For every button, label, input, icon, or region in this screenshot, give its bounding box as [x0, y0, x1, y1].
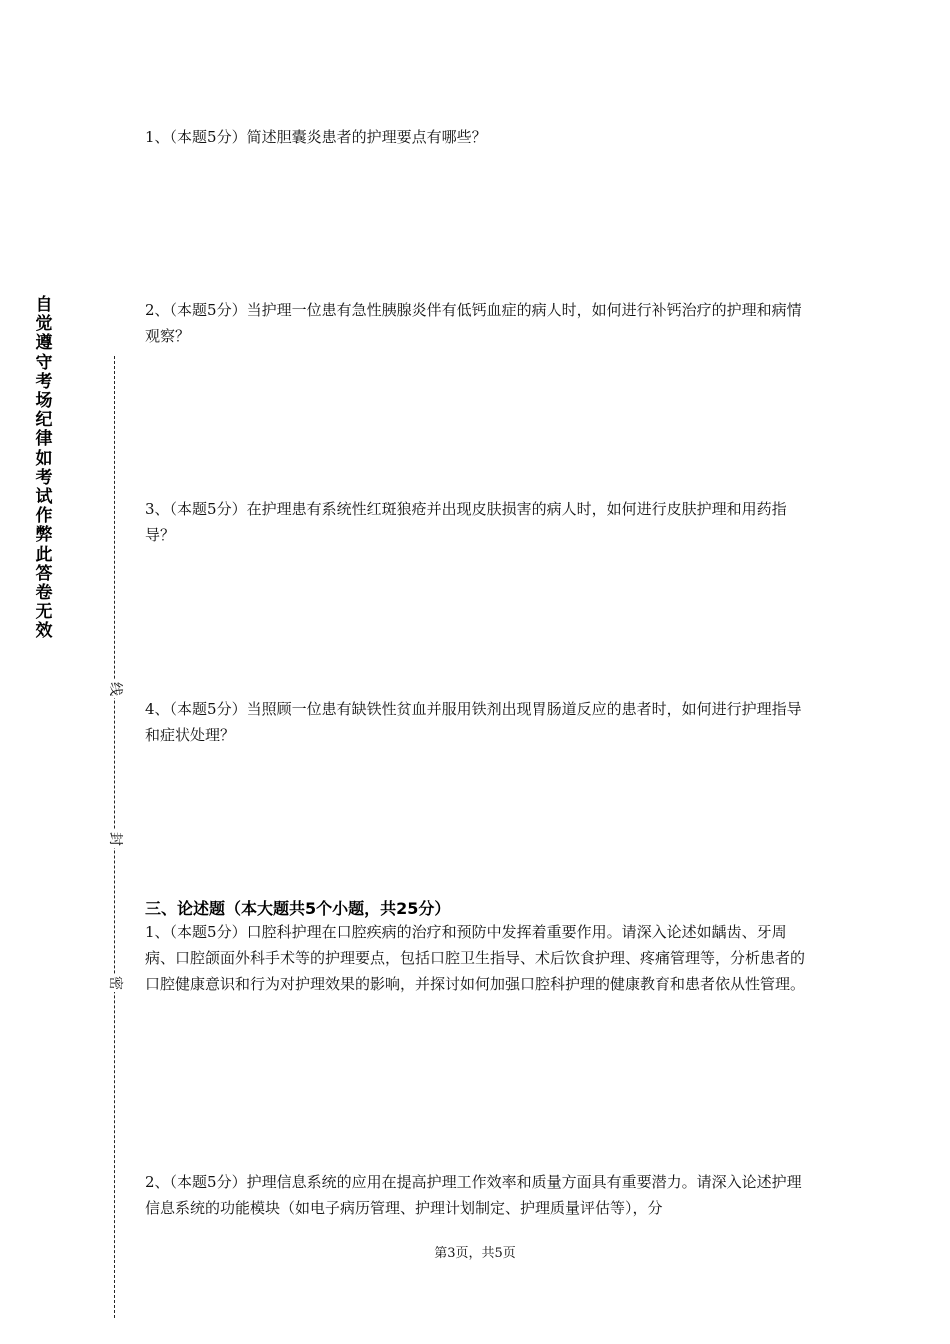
- question-text: 当照顾一位患有缺铁性贫血并服用铁剂出现胃肠道反应的患者时，如何进行护理指导和症状处理？: [145, 700, 802, 744]
- question-text: 口腔科护理在口腔疾病的治疗和预防中发挥着重要作用。请深入论述如龋齿、牙周病、口腔颌面外科手术等的护理要点，包括口腔卫生指导、术后饮食护理、疼痛管理等，分析患者的口腔健康意识和行为对护理效果的影响，并探讨如何加强口腔科护理的健康教育和患者依从性管理。: [145, 923, 806, 993]
- question-text: 简述胆囊炎患者的护理要点有哪些？: [246, 128, 487, 146]
- question-item: [145, 696, 807, 748]
- question-prefix: 1、（本题5分）: [145, 923, 247, 941]
- question-item: [145, 496, 807, 548]
- exam-discipline-notice: 自觉遵守考场纪律如考试作弊此答卷无效: [35, 295, 53, 642]
- question-text: 当护理一位患有急性胰腺炎伴有低钙血症的病人时，如何进行补钙治疗的护理和病情观察？: [145, 301, 802, 345]
- essay-question-item: [145, 919, 807, 997]
- essay-section-heading: 三、论述题（本大题共5个小题，共25分）: [145, 899, 451, 918]
- question-prefix: 4、（本题5分）: [145, 700, 247, 718]
- page-number: 第3页，共5页: [434, 1246, 516, 1261]
- question-prefix: 3、（本题5分）: [145, 500, 247, 518]
- question-item: [145, 297, 807, 349]
- question-prefix: 2、（本题5分）: [145, 301, 247, 319]
- question-prefix: 2、（本题5分）: [145, 1173, 247, 1191]
- binding-label-seal: 封: [104, 830, 126, 848]
- question-text: 护理信息系统的应用在提高护理工作效率和质量方面具有重要潜力。请深入论述护理信息系统的功能模块（如电子病历管理、护理计划制定、护理质量评估等），分: [145, 1173, 802, 1217]
- binding-label-line: 线: [104, 680, 126, 698]
- binding-label-secret: 密: [104, 974, 126, 992]
- question-item: [145, 124, 807, 150]
- essay-question-item: [145, 1169, 807, 1221]
- question-text: 在护理患有系统性红斑狼疮并出现皮肤损害的病人时，如何进行皮肤护理和用药指导？: [145, 500, 787, 544]
- question-prefix: 1、（本题5分）: [145, 128, 247, 146]
